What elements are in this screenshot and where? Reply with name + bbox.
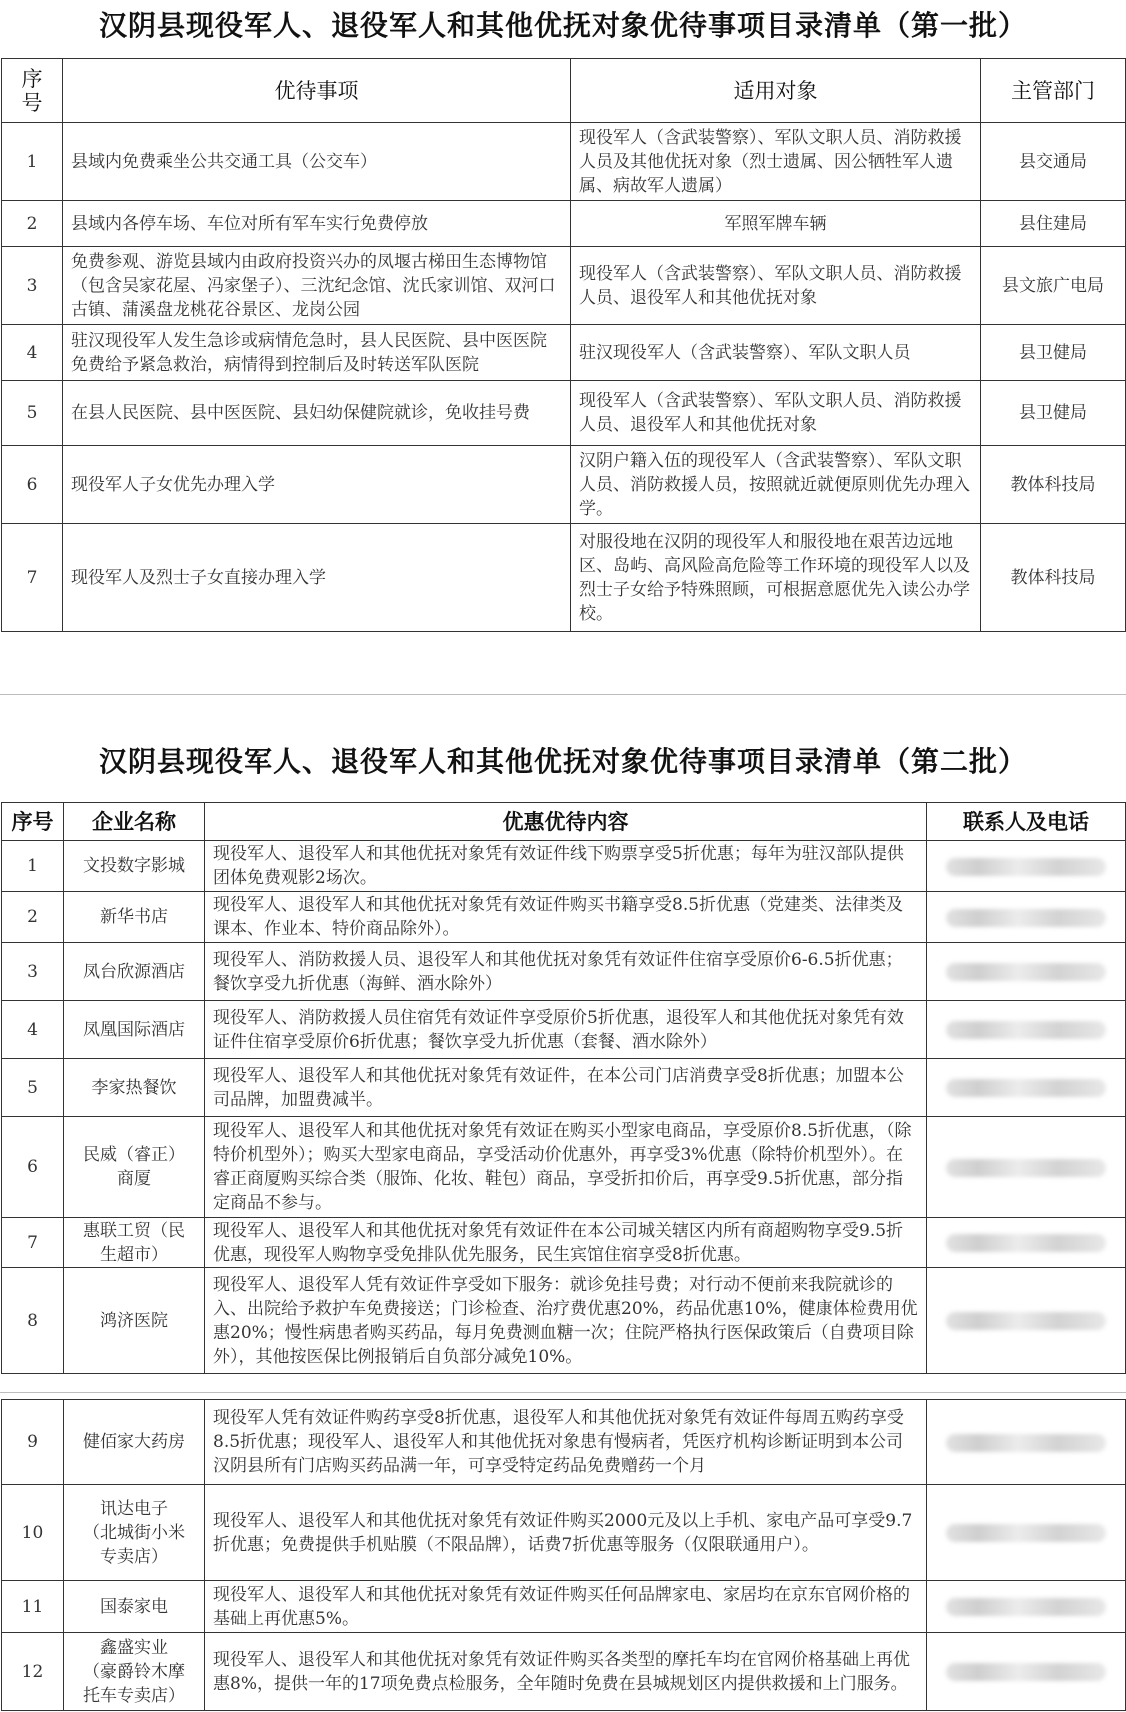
company-name: 民威（睿正） 商厦 xyxy=(64,1117,205,1218)
applicable-target: 对服役地在汉阴的现役军人和服役地在艰苦边远地区、岛屿、高风险高危险等工作环境的现役军人以及烈士子女给予特殊照顾，可根据意愿优先入读公办学校。 xyxy=(571,524,981,632)
row-number: 1 xyxy=(2,841,64,892)
benefit-item: 免费参观、游览县域内由政府投资兴办的凤堰古梯田生态博物馆（包含吴家花屋、冯家堡子）、三沈纪念馆、沈氏家训馆、双河口古镇、蒲溪盘龙桃花谷景区、龙岗公园 xyxy=(63,247,571,325)
department: 县住建局 xyxy=(981,201,1126,247)
batch2-table-continued xyxy=(1,1399,1126,1711)
benefit-item: 县域内各停车场、车位对所有军车实行免费停放 xyxy=(63,201,571,247)
benefit-item: 现役军人子女优先办理入学 xyxy=(63,446,571,524)
company-name: 凤凰国际酒店 xyxy=(64,1001,205,1059)
department: 教体科技局 xyxy=(981,524,1126,632)
contact-redacted xyxy=(927,1059,1126,1117)
applicable-target: 汉阴户籍入伍的现役军人（含武装警察）、军队文职人员、消防救援人员，按照就近就便原则优先办理入学。 xyxy=(571,446,981,524)
blurred-contact xyxy=(946,1524,1106,1542)
applicable-target: 驻汉现役军人（含武装警察）、军队文职人员 xyxy=(571,325,981,381)
department: 县交通局 xyxy=(981,123,1126,201)
table-row xyxy=(2,1268,1126,1374)
row-number: 3 xyxy=(2,943,64,1001)
blurred-contact xyxy=(946,1312,1106,1330)
column-header: 优待事项 xyxy=(63,59,571,123)
row-number: 6 xyxy=(2,1117,64,1218)
row-number: 9 xyxy=(2,1400,64,1485)
contact-redacted xyxy=(927,892,1126,943)
table-row xyxy=(2,892,1126,943)
row-number: 7 xyxy=(2,524,63,632)
benefit-content: 现役军人、消防救援人员、退役军人和其他优抚对象凭有效证件住宿享受原价6-6.5折优惠；餐饮享受九折优惠（海鲜、酒水除外） xyxy=(205,943,927,1001)
applicable-target: 军照军牌车辆 xyxy=(571,201,981,247)
table-row xyxy=(2,1485,1126,1581)
benefit-content: 现役军人凭有效证件购药享受8折优惠，退役军人和其他优抚对象凭有效证件每周五购药享受8.5折优惠；现役军人、退役军人和其他优抚对象患有慢病者，凭医疗机构诊断证明到本公司汉阴县所有门店购买药品满一年，可享受特定药品免费赠药一个月 xyxy=(205,1400,927,1485)
blurred-contact xyxy=(946,1159,1106,1177)
batch1-table xyxy=(1,58,1126,632)
benefit-content: 现役军人、退役军人和其他优抚对象凭有效证件购买书籍享受8.5折优惠（党建类、法律类及课本、作业本、特价商品除外）。 xyxy=(205,892,927,943)
contact-redacted xyxy=(927,1001,1126,1059)
department: 县文旅广电局 xyxy=(981,247,1126,325)
row-number: 7 xyxy=(2,1218,64,1268)
table-row xyxy=(2,841,1126,892)
table-row xyxy=(2,943,1126,1001)
benefit-content: 现役军人、退役军人和其他优抚对象凭有效证件购买2000元及以上手机、家电产品可享受9.7折优惠；免费提供手机贴膜（不限品牌），话费7折优惠等服务（仅限联通用户）。 xyxy=(205,1485,927,1581)
blurred-contact xyxy=(946,858,1106,876)
column-header: 企业名称 xyxy=(64,803,205,841)
table-row xyxy=(2,1218,1126,1268)
table-row xyxy=(2,446,1126,524)
batch1-title: 汉阴县现役军人、退役军人和其他优抚对象优待事项目录清单（第一批） xyxy=(98,9,1027,42)
column-header: 优惠优待内容 xyxy=(205,803,927,841)
batch2-title: 汉阴县现役军人、退役军人和其他优抚对象优待事项目录清单（第二批） xyxy=(98,745,1027,778)
applicable-target: 现役军人（含武装警察）、军队文职人员、消防救援人员、退役军人和其他优抚对象 xyxy=(571,381,981,446)
table-row xyxy=(2,1059,1126,1117)
benefit-content: 现役军人、退役军人和其他优抚对象凭有效证件在本公司城关辖区内所有商超购物享受9.5折优惠，现役军人购物享受免排队优先服务，民生宾馆住宿享受8折优惠。 xyxy=(205,1218,927,1268)
blurred-contact xyxy=(946,1598,1106,1616)
benefit-item: 现役军人及烈士子女直接办理入学 xyxy=(63,524,571,632)
page-divider-2 xyxy=(0,1392,1126,1393)
table-row xyxy=(2,1117,1126,1218)
blurred-contact xyxy=(946,1234,1106,1252)
department: 县卫健局 xyxy=(981,381,1126,446)
contact-redacted xyxy=(927,1581,1126,1633)
table-row xyxy=(2,1581,1126,1633)
column-header: 适用对象 xyxy=(571,59,981,123)
department: 教体科技局 xyxy=(981,446,1126,524)
table-row xyxy=(2,524,1126,632)
table-row xyxy=(2,1633,1126,1711)
company-name: 凤台欣源酒店 xyxy=(64,943,205,1001)
benefit-content: 现役军人、退役军人和其他优抚对象凭有效证件线下购票享受5折优惠；每年为驻汉部队提供团体免费观影2场次。 xyxy=(205,841,927,892)
applicable-target: 现役军人（含武装警察）、军队文职人员、消防救援人员及其他优抚对象（烈士遗属、因公牺牲军人遗属、病故军人遗属） xyxy=(571,123,981,201)
blurred-contact xyxy=(946,909,1106,927)
row-number: 11 xyxy=(2,1581,64,1633)
row-number: 6 xyxy=(2,446,63,524)
department: 县卫健局 xyxy=(981,325,1126,381)
contact-redacted xyxy=(927,1268,1126,1374)
blurred-contact xyxy=(946,1021,1106,1039)
column-header: 联系人及电话 xyxy=(927,803,1126,841)
row-number: 10 xyxy=(2,1485,64,1581)
company-name: 健佰家大药房 xyxy=(64,1400,205,1485)
benefit-content: 现役军人、退役军人和其他优抚对象凭有效证件购买各类型的摩托车均在官网价格基础上再优惠8%，提供一年的17项免费点检服务，全年随时免费在县城规划区内提供救援和上门服务。 xyxy=(205,1633,927,1711)
company-name: 国泰家电 xyxy=(64,1581,205,1633)
row-number: 4 xyxy=(2,325,63,381)
table-row xyxy=(2,123,1126,201)
contact-redacted xyxy=(927,1485,1126,1581)
row-number: 5 xyxy=(2,1059,64,1117)
page-divider xyxy=(0,694,1126,695)
column-header: 序 号 xyxy=(2,59,63,123)
row-number: 4 xyxy=(2,1001,64,1059)
column-header: 序号 xyxy=(2,803,64,841)
company-name: 李家热餐饮 xyxy=(64,1059,205,1117)
table-header-row xyxy=(2,59,1126,123)
contact-redacted xyxy=(927,1218,1126,1268)
company-name: 讯达电子 （北城街小米 专卖店） xyxy=(64,1485,205,1581)
company-name: 文投数字影城 xyxy=(64,841,205,892)
table-row xyxy=(2,1400,1126,1485)
table-row xyxy=(2,381,1126,446)
blurred-contact xyxy=(946,1663,1106,1681)
contact-redacted xyxy=(927,841,1126,892)
blurred-contact xyxy=(946,1079,1106,1097)
company-name: 鑫盛实业 （豪爵铃木摩 托车专卖店） xyxy=(64,1633,205,1711)
table-row xyxy=(2,325,1126,381)
applicable-target: 现役军人（含武装警察）、军队文职人员、消防救援人员、退役军人和其他优抚对象 xyxy=(571,247,981,325)
table-row xyxy=(2,1001,1126,1059)
row-number: 3 xyxy=(2,247,63,325)
row-number: 12 xyxy=(2,1633,64,1711)
row-number: 5 xyxy=(2,381,63,446)
benefit-content: 现役军人、退役军人和其他优抚对象凭有效证在购买小型家电商品，享受原价8.5折优惠，（除特价机型外）；购买大型家电商品，享受活动价优惠外，再享受3%优惠（除特价机型外）。在睿正商厦购买综合类（服饰、化妆、鞋包）商品，享受折扣价后，再享受9.5折优惠，部分指定商品不参与。 xyxy=(205,1117,927,1218)
row-number: 2 xyxy=(2,201,63,247)
benefit-item: 在县人民医院、县中医医院、县妇幼保健院就诊，免收挂号费 xyxy=(63,381,571,446)
contact-redacted xyxy=(927,943,1126,1001)
contact-redacted xyxy=(927,1117,1126,1218)
contact-redacted xyxy=(927,1633,1126,1711)
blurred-contact xyxy=(946,1434,1106,1452)
benefit-content: 现役军人、消防救援人员住宿凭有效证件享受原价5折优惠，退役军人和其他优抚对象凭有效证件住宿享受原价6折优惠；餐饮享受九折优惠（套餐、酒水除外） xyxy=(205,1001,927,1059)
table-row xyxy=(2,201,1126,247)
benefit-item: 驻汉现役军人发生急诊或病情危急时，县人民医院、县中医医院免费给予紧急救治，病情得到控制后及时转送军队医院 xyxy=(63,325,571,381)
row-number: 2 xyxy=(2,892,64,943)
company-name: 鸿济医院 xyxy=(64,1268,205,1374)
row-number: 8 xyxy=(2,1268,64,1374)
blurred-contact xyxy=(946,963,1106,981)
batch2-table xyxy=(1,802,1126,1374)
company-name: 惠联工贸（民 生超市） xyxy=(64,1218,205,1268)
table-header-row xyxy=(2,803,1126,841)
table-row xyxy=(2,247,1126,325)
benefit-content: 现役军人、退役军人和其他优抚对象凭有效证件购买任何品牌家电、家居均在京东官网价格的基础上再优惠5%。 xyxy=(205,1581,927,1633)
benefit-item: 县域内免费乘坐公共交通工具（公交车） xyxy=(63,123,571,201)
benefit-content: 现役军人、退役军人和其他优抚对象凭有效证件，在本公司门店消费享受8折优惠；加盟本公司品牌，加盟费减半。 xyxy=(205,1059,927,1117)
contact-redacted xyxy=(927,1400,1126,1485)
column-header: 主管部门 xyxy=(981,59,1126,123)
company-name: 新华书店 xyxy=(64,892,205,943)
row-number: 1 xyxy=(2,123,63,201)
benefit-content: 现役军人、退役军人凭有效证件享受如下服务：就诊免挂号费；对行动不便前来我院就诊的入、出院给予救护车免费接送；门诊检查、治疗费优惠20%，药品优惠10%，健康体检费用优惠20%；慢性病患者购买药品，每月免费测血糖一次；住院严格执行医保政策后（自费项目除外），其他按医保比例报销后自负部分减免10%。 xyxy=(205,1268,927,1374)
